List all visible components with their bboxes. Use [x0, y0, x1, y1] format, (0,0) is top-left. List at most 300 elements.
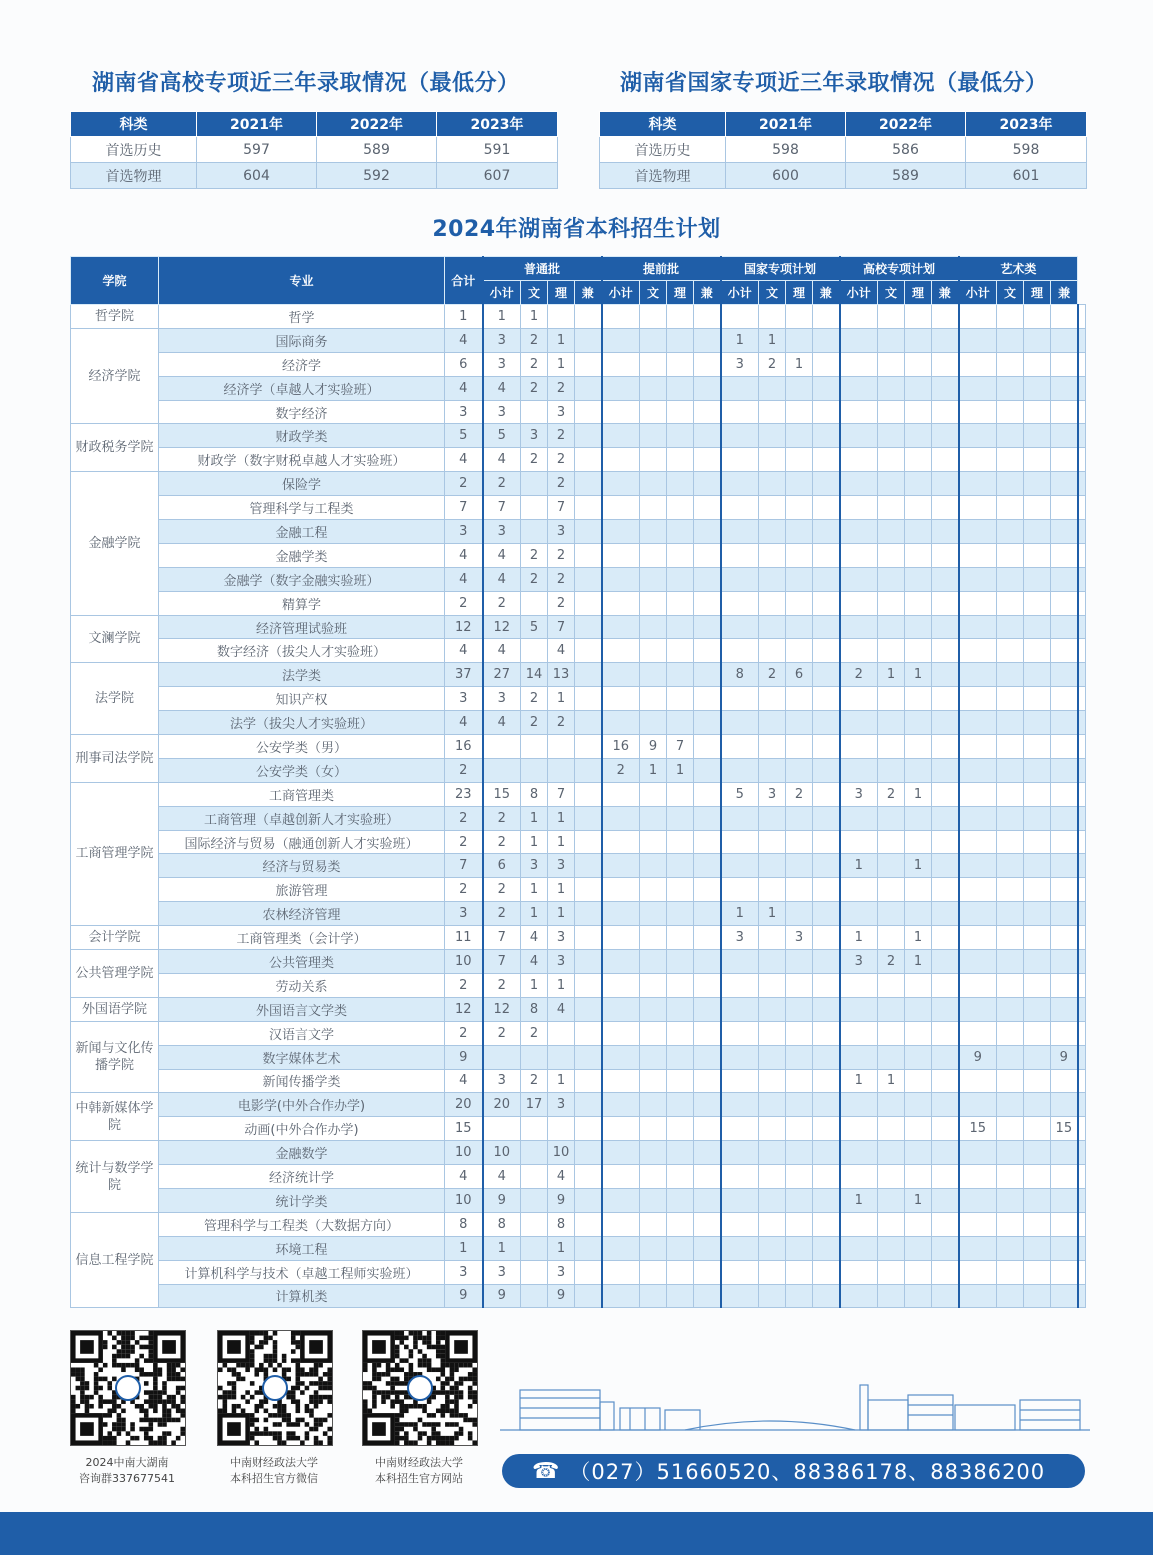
major-name: 知识产权: [159, 687, 445, 711]
value-cell: 1: [548, 806, 575, 830]
value-cell: [721, 854, 759, 878]
college-name: 经济学院: [71, 328, 159, 424]
value-cell: [640, 1069, 667, 1093]
campus-skyline-illustration: [500, 1360, 1090, 1440]
value-cell: [932, 305, 959, 329]
value-cell: [721, 1284, 759, 1308]
value-cell: 2: [445, 806, 483, 830]
value-cell: [667, 687, 694, 711]
value-cell: [959, 352, 997, 376]
col-subheader: 兼: [1051, 281, 1078, 305]
value-cell: [905, 639, 932, 663]
value-cell: [959, 782, 997, 806]
table-row: [71, 1045, 1086, 1069]
value-cell: [640, 1021, 667, 1045]
value-cell: [759, 973, 786, 997]
qr-caption-line: 中南财经政法大学: [375, 1456, 463, 1469]
value-cell: [640, 615, 667, 639]
college-name: 中韩新媒体学院: [71, 1093, 159, 1141]
value-cell: [667, 1260, 694, 1284]
value-cell: [878, 1212, 905, 1236]
value-cell: [694, 854, 721, 878]
major-name: 财政学类: [159, 424, 445, 448]
special2-table: [599, 111, 1087, 189]
value-cell: [878, 973, 905, 997]
value-cell: [840, 424, 878, 448]
value-cell: [905, 543, 932, 567]
value-cell: [1024, 1260, 1051, 1284]
value-cell: 2: [602, 758, 640, 782]
value-cell: 7: [548, 496, 575, 520]
value-cell: [878, 424, 905, 448]
value-cell: [997, 1260, 1024, 1284]
value-cell: [959, 806, 997, 830]
col-subheader: 理: [786, 281, 813, 305]
value-cell: [721, 520, 759, 544]
table-row: [71, 735, 1086, 759]
value-cell: [694, 997, 721, 1021]
value-cell: [905, 902, 932, 926]
value-cell: [667, 305, 694, 329]
value-cell: [602, 352, 640, 376]
value-cell: [878, 1117, 905, 1141]
value-cell: [1024, 973, 1051, 997]
major-name: 财政学（数字财税卓越人才实验班）: [159, 448, 445, 472]
value-cell: [1078, 615, 1086, 639]
value-cell: [840, 1212, 878, 1236]
table-row: [71, 1236, 1086, 1260]
value-cell: [1078, 520, 1086, 544]
value-cell: [813, 1260, 840, 1284]
value-cell: [959, 854, 997, 878]
value-cell: [667, 1117, 694, 1141]
value-cell: [759, 1093, 786, 1117]
value-cell: [1051, 1188, 1078, 1212]
value-cell: [521, 735, 548, 759]
value-cell: [997, 711, 1024, 735]
value-cell: [694, 687, 721, 711]
value-cell: [997, 1069, 1024, 1093]
value-cell: 9: [1051, 1045, 1078, 1069]
value-cell: [759, 639, 786, 663]
table-cell: 591: [437, 137, 558, 163]
value-cell: 2: [445, 591, 483, 615]
value-cell: [640, 806, 667, 830]
value-cell: [1051, 400, 1078, 424]
value-cell: [959, 305, 997, 329]
value-cell: [786, 305, 813, 329]
value-cell: [997, 352, 1024, 376]
value-cell: [905, 1236, 932, 1260]
value-cell: 3: [483, 520, 521, 544]
value-cell: [575, 663, 602, 687]
value-cell: [997, 854, 1024, 878]
major-name: 工商管理类（会计学）: [159, 926, 445, 950]
value-cell: [602, 543, 640, 567]
value-cell: [932, 1069, 959, 1093]
value-cell: [997, 687, 1024, 711]
value-cell: [813, 926, 840, 950]
value-cell: [786, 424, 813, 448]
value-cell: 2: [521, 1069, 548, 1093]
value-cell: 15: [483, 782, 521, 806]
value-cell: 3: [445, 902, 483, 926]
value-cell: [997, 735, 1024, 759]
value-cell: [1078, 472, 1086, 496]
value-cell: [694, 973, 721, 997]
value-cell: [905, 711, 932, 735]
value-cell: [1024, 1165, 1051, 1189]
value-cell: [878, 997, 905, 1021]
col-subheader: 小计: [721, 281, 759, 305]
value-cell: 2: [521, 376, 548, 400]
value-cell: [640, 520, 667, 544]
value-cell: [694, 1212, 721, 1236]
major-name: 金融学（数字金融实验班）: [159, 567, 445, 591]
value-cell: [786, 950, 813, 974]
value-cell: [878, 567, 905, 591]
value-cell: [1024, 567, 1051, 591]
value-cell: [878, 758, 905, 782]
value-cell: [959, 472, 997, 496]
value-cell: [548, 758, 575, 782]
value-cell: [667, 1236, 694, 1260]
value-cell: [786, 400, 813, 424]
value-cell: [575, 878, 602, 902]
value-cell: 7: [548, 782, 575, 806]
value-cell: 4: [483, 448, 521, 472]
value-cell: [575, 543, 602, 567]
value-cell: 4: [483, 639, 521, 663]
table-row: [71, 1212, 1086, 1236]
value-cell: [694, 376, 721, 400]
value-cell: [878, 711, 905, 735]
value-cell: [932, 496, 959, 520]
value-cell: 7: [483, 950, 521, 974]
contact-phone-bar: [502, 1454, 1085, 1488]
value-cell: [1051, 424, 1078, 448]
value-cell: 6: [445, 352, 483, 376]
value-cell: [905, 520, 932, 544]
value-cell: [575, 758, 602, 782]
value-cell: 1: [548, 973, 575, 997]
table-row: [71, 973, 1086, 997]
value-cell: 3: [548, 1260, 575, 1284]
value-cell: [1051, 328, 1078, 352]
value-cell: [667, 400, 694, 424]
major-name: 动画(中外合作办学): [159, 1117, 445, 1141]
value-cell: [932, 1165, 959, 1189]
value-cell: [694, 639, 721, 663]
value-cell: [997, 758, 1024, 782]
value-cell: 14: [521, 663, 548, 687]
header-cell: 科类: [71, 112, 197, 137]
value-cell: [813, 950, 840, 974]
value-cell: 1: [905, 854, 932, 878]
value-cell: 4: [445, 1165, 483, 1189]
value-cell: [640, 1165, 667, 1189]
value-cell: [1078, 663, 1086, 687]
value-cell: [667, 1212, 694, 1236]
table-row: [71, 163, 558, 189]
value-cell: [1078, 1021, 1086, 1045]
value-cell: [1078, 567, 1086, 591]
value-cell: [521, 1045, 548, 1069]
value-cell: [878, 376, 905, 400]
value-cell: [813, 496, 840, 520]
value-cell: [1078, 687, 1086, 711]
value-cell: 15: [959, 1117, 997, 1141]
col-subheader: 兼: [932, 281, 959, 305]
value-cell: [932, 1021, 959, 1045]
value-cell: [575, 1021, 602, 1045]
value-cell: [694, 615, 721, 639]
table-row: [71, 1188, 1086, 1212]
value-cell: [813, 735, 840, 759]
value-cell: [878, 615, 905, 639]
value-cell: 1: [905, 663, 932, 687]
value-cell: [602, 520, 640, 544]
value-cell: [1051, 1212, 1078, 1236]
table-row: [71, 591, 1086, 615]
table-row: [600, 137, 1087, 163]
value-cell: [1024, 1021, 1051, 1045]
value-cell: 16: [602, 735, 640, 759]
value-cell: [667, 854, 694, 878]
major-name: 金融学类: [159, 543, 445, 567]
value-cell: [1024, 1069, 1051, 1093]
value-cell: [759, 1212, 786, 1236]
value-cell: [759, 1284, 786, 1308]
value-cell: [548, 1117, 575, 1141]
value-cell: [721, 1188, 759, 1212]
value-cell: 7: [483, 496, 521, 520]
value-cell: [521, 400, 548, 424]
value-cell: [813, 830, 840, 854]
major-name: 国际商务: [159, 328, 445, 352]
value-cell: [694, 1188, 721, 1212]
value-cell: [813, 1212, 840, 1236]
table-cell: 586: [846, 137, 966, 163]
value-cell: [959, 926, 997, 950]
value-cell: [602, 687, 640, 711]
value-cell: [1024, 472, 1051, 496]
value-cell: [932, 1045, 959, 1069]
value-cell: 2: [521, 543, 548, 567]
value-cell: [878, 639, 905, 663]
college-name: 刑事司法学院: [71, 735, 159, 783]
value-cell: [959, 1141, 997, 1165]
value-cell: [602, 1188, 640, 1212]
value-cell: [840, 352, 878, 376]
value-cell: [840, 735, 878, 759]
col-subheader: 文: [640, 281, 667, 305]
value-cell: [694, 1165, 721, 1189]
value-cell: 8: [483, 1212, 521, 1236]
value-cell: [997, 496, 1024, 520]
value-cell: [667, 472, 694, 496]
value-cell: [694, 1260, 721, 1284]
value-cell: 4: [445, 639, 483, 663]
value-cell: [640, 1260, 667, 1284]
value-cell: [932, 615, 959, 639]
value-cell: [694, 1021, 721, 1045]
major-name: 计算机科学与技术（卓越工程师实验班）: [159, 1260, 445, 1284]
value-cell: 12: [445, 615, 483, 639]
value-cell: [721, 711, 759, 735]
value-cell: [575, 711, 602, 735]
value-cell: [878, 1260, 905, 1284]
value-cell: [640, 711, 667, 735]
value-cell: [959, 950, 997, 974]
major-name: 经济与贸易类: [159, 854, 445, 878]
value-cell: [786, 639, 813, 663]
value-cell: [1078, 376, 1086, 400]
value-cell: [1024, 639, 1051, 663]
value-cell: [721, 305, 759, 329]
value-cell: [759, 1188, 786, 1212]
value-cell: [575, 424, 602, 448]
value-cell: [878, 328, 905, 352]
value-cell: [786, 997, 813, 1021]
value-cell: [1078, 878, 1086, 902]
value-cell: [878, 1141, 905, 1165]
value-cell: [932, 472, 959, 496]
college-name: 法学院: [71, 663, 159, 735]
value-cell: 5: [445, 424, 483, 448]
value-cell: [1024, 520, 1051, 544]
value-cell: [1024, 1284, 1051, 1308]
value-cell: 2: [445, 878, 483, 902]
value-cell: [1024, 902, 1051, 926]
value-cell: 7: [483, 926, 521, 950]
major-name: 国际经济与贸易（融通创新人才实验班）: [159, 830, 445, 854]
value-cell: [694, 543, 721, 567]
value-cell: [759, 567, 786, 591]
value-cell: [905, 615, 932, 639]
table-row: [71, 1284, 1086, 1308]
value-cell: [840, 448, 878, 472]
value-cell: [813, 973, 840, 997]
value-cell: [548, 305, 575, 329]
value-cell: [1024, 376, 1051, 400]
value-cell: [905, 1165, 932, 1189]
value-cell: [602, 1093, 640, 1117]
value-cell: [759, 424, 786, 448]
value-cell: [997, 305, 1024, 329]
value-cell: [640, 830, 667, 854]
value-cell: 12: [483, 615, 521, 639]
plan-table: [70, 256, 1086, 1308]
value-cell: 7: [445, 854, 483, 878]
value-cell: [640, 854, 667, 878]
value-cell: [1078, 543, 1086, 567]
value-cell: [1078, 352, 1086, 376]
value-cell: [694, 1045, 721, 1069]
value-cell: [840, 1117, 878, 1141]
value-cell: 10: [483, 1141, 521, 1165]
value-cell: [1078, 1260, 1086, 1284]
value-cell: [667, 424, 694, 448]
value-cell: [575, 1188, 602, 1212]
value-cell: 1: [521, 973, 548, 997]
value-cell: [997, 830, 1024, 854]
value-cell: 4: [483, 376, 521, 400]
table-row: [71, 400, 1086, 424]
value-cell: [1051, 448, 1078, 472]
value-cell: [640, 1141, 667, 1165]
value-cell: 4: [483, 567, 521, 591]
value-cell: 3: [548, 926, 575, 950]
table-row: [600, 163, 1087, 189]
major-name: 劳动关系: [159, 973, 445, 997]
value-cell: [521, 1212, 548, 1236]
value-cell: [786, 806, 813, 830]
value-cell: [813, 902, 840, 926]
value-cell: [602, 663, 640, 687]
value-cell: [932, 711, 959, 735]
value-cell: [813, 400, 840, 424]
value-cell: [667, 830, 694, 854]
value-cell: [694, 591, 721, 615]
value-cell: [694, 1141, 721, 1165]
value-cell: [959, 711, 997, 735]
value-cell: [521, 1117, 548, 1141]
value-cell: [932, 639, 959, 663]
value-cell: [786, 615, 813, 639]
value-cell: [575, 1260, 602, 1284]
value-cell: 1: [840, 1188, 878, 1212]
value-cell: [997, 591, 1024, 615]
value-cell: [694, 567, 721, 591]
value-cell: [905, 424, 932, 448]
value-cell: [813, 591, 840, 615]
col-header-college: 学院: [71, 257, 159, 305]
value-cell: [1051, 543, 1078, 567]
value-cell: [997, 472, 1024, 496]
value-cell: [694, 663, 721, 687]
value-cell: [640, 328, 667, 352]
value-cell: [905, 1141, 932, 1165]
value-cell: [721, 376, 759, 400]
value-cell: [813, 567, 840, 591]
value-cell: [667, 973, 694, 997]
value-cell: [1051, 615, 1078, 639]
value-cell: [640, 663, 667, 687]
value-cell: [1051, 639, 1078, 663]
value-cell: [759, 878, 786, 902]
table-row: [71, 926, 1086, 950]
value-cell: 1: [878, 663, 905, 687]
table-row: [71, 520, 1086, 544]
major-name: 金融工程: [159, 520, 445, 544]
qr-caption-line: 本科招生官方网站: [375, 1472, 463, 1485]
value-cell: [694, 830, 721, 854]
table-row: [71, 137, 558, 163]
header-cell: 2023年: [437, 112, 558, 137]
value-cell: 3: [759, 782, 786, 806]
value-cell: [721, 973, 759, 997]
value-cell: [840, 1284, 878, 1308]
value-cell: [813, 424, 840, 448]
value-cell: [1051, 854, 1078, 878]
value-cell: [959, 830, 997, 854]
value-cell: [667, 352, 694, 376]
value-cell: [932, 520, 959, 544]
phone-icon: ☎: [532, 1458, 560, 1484]
value-cell: [959, 902, 997, 926]
major-name: 法学类: [159, 663, 445, 687]
